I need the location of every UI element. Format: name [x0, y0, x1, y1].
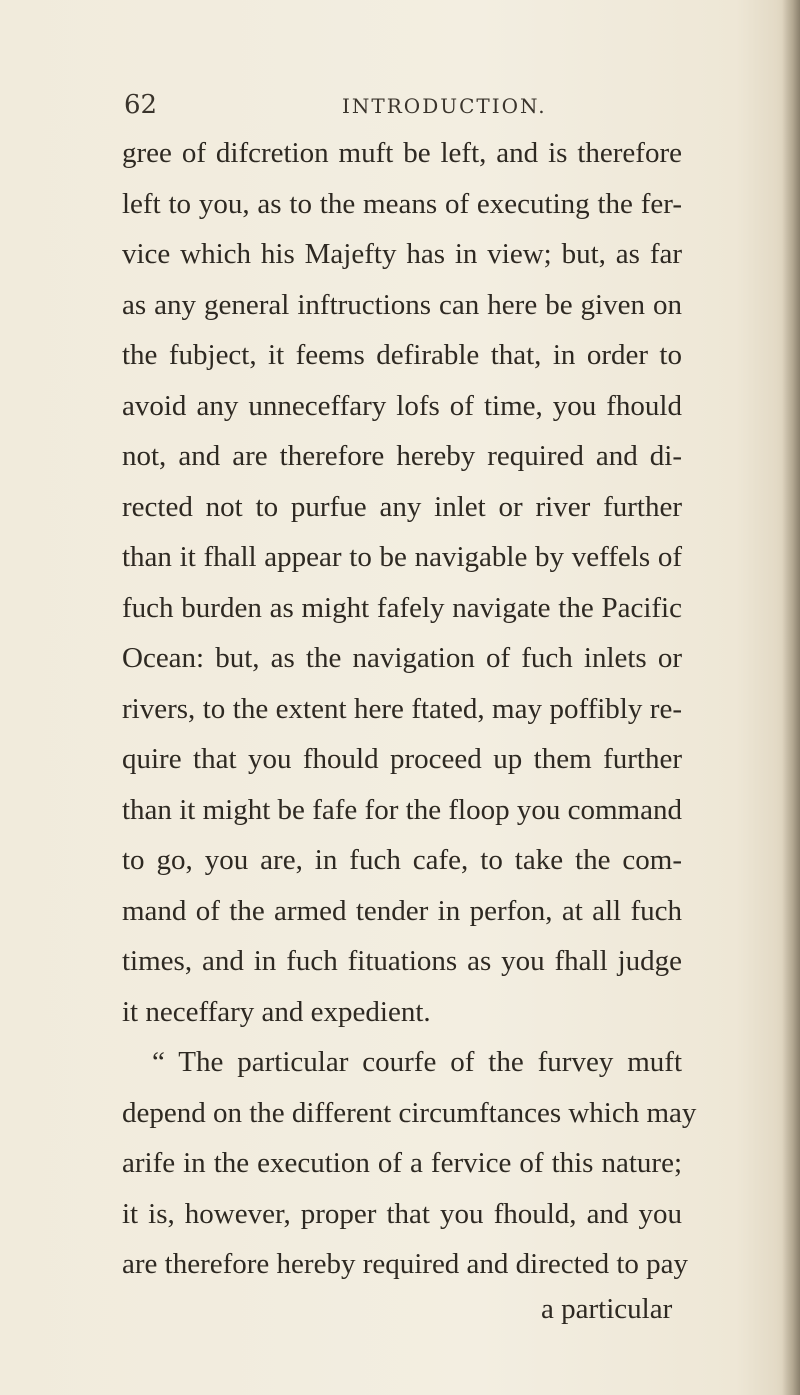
text-line: than it might be fafe for the floop you command — [122, 793, 682, 826]
text-line: to go, you are, in fuch cafe, to take the com- — [122, 844, 682, 876]
text-line: fuch burden as might fafely navigate the Pacific — [122, 591, 682, 624]
text-line: rected not to purfue any inlet or river further — [122, 490, 682, 523]
text-line: Ocean: but, as the navigation of fuch inlets or — [122, 642, 682, 674]
text-line: quire that you fhould proceed up them further — [122, 743, 682, 775]
text-line: vice which his Majefty has in view; but, as far — [122, 238, 682, 270]
body-text — [122, 133, 697, 1295]
text-line: times, and in fuch fituations as you fhall judge — [122, 945, 682, 977]
text-line: left to you, as to the means of executing the fer- — [122, 187, 682, 220]
page-header — [124, 90, 684, 120]
page-edge-shadow — [782, 0, 800, 1395]
text-line: avoid any unneceffary lofs of time, you fhould — [122, 389, 682, 422]
text-line: it is, however, proper that you fhould, and you — [122, 1197, 682, 1230]
text-line: are therefore hereby required and directed to pay — [122, 1248, 688, 1280]
text-line: not, and are therefore hereby required and di- — [122, 440, 682, 472]
text-line: it neceffary and expedient. — [122, 995, 431, 1028]
text-line: as any general inftructions can here be given on — [122, 288, 682, 321]
text-line: arife in the execution of a fervice of this nature; — [122, 1147, 682, 1179]
running-head: INTRODUCTION. — [342, 94, 547, 118]
text-line: gree of difcretion muft be left, and is therefore — [122, 137, 682, 169]
text-line: depend on the different circumftances which may — [122, 1096, 697, 1129]
text-line: than it fhall appear to be navigable by veffels of — [122, 541, 682, 573]
page-number: 62 — [124, 90, 158, 120]
catchword: a particular — [541, 1293, 673, 1325]
text-line: rivers, to the extent here ftated, may poffibly re- — [122, 692, 682, 725]
text-line: mand of the armed tender in perfon, at all fuch — [122, 894, 682, 927]
text-line-paragraph-start: “ The particular courfe of the furvey muft — [152, 1046, 682, 1078]
text-line: the fubject, it feems defirable that, in order to — [122, 339, 682, 371]
